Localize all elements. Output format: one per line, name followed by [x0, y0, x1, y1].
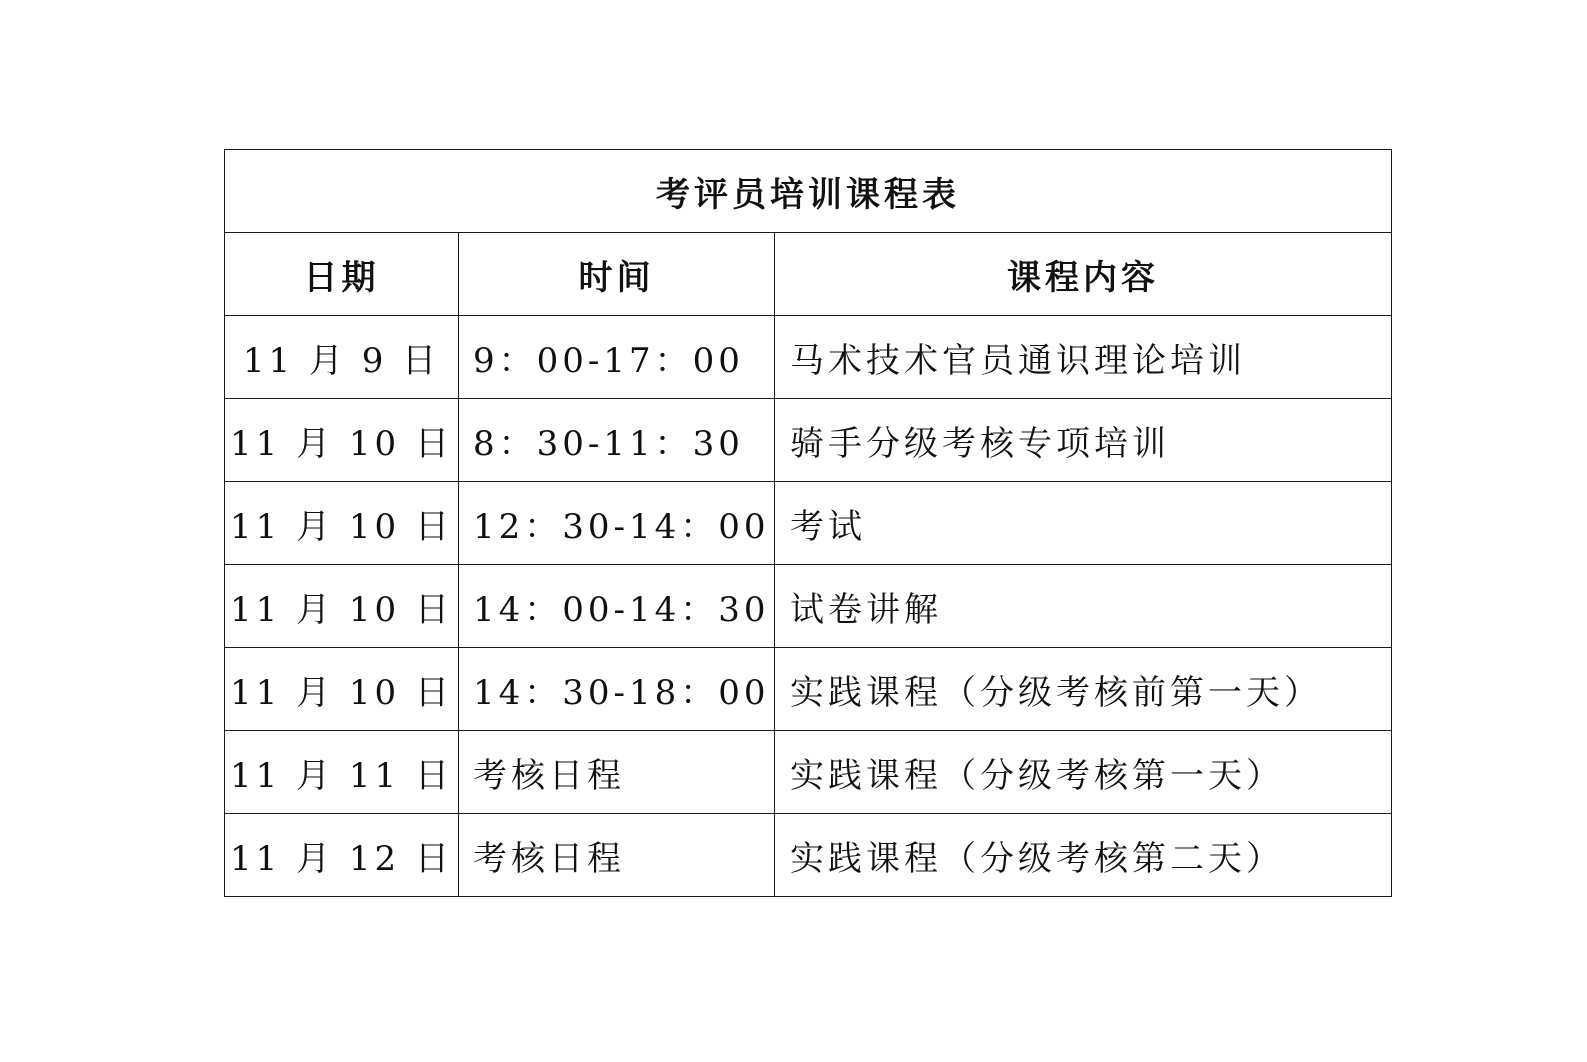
table-row — [225, 814, 1392, 897]
row-content: 实践课程（分级考核前第一天） — [775, 648, 1392, 731]
row-content: 实践课程（分级考核第二天） — [775, 814, 1392, 897]
table-row — [225, 565, 1392, 648]
row-content: 实践课程（分级考核第一天） — [775, 731, 1392, 814]
row-content: 骑手分级考核专项培训 — [775, 399, 1392, 482]
row-date: 11 月 10 日 — [225, 399, 459, 482]
row-time: 考核日程 — [459, 814, 775, 897]
row-date: 11 月 9 日 — [225, 316, 459, 399]
table-title: 考评员培训课程表 — [225, 150, 1392, 233]
training-schedule-table — [224, 149, 1392, 897]
row-date: 11 月 10 日 — [225, 482, 459, 565]
row-content: 考试 — [775, 482, 1392, 565]
header-time: 时间 — [459, 233, 775, 316]
table-row — [225, 399, 1392, 482]
row-time: 12：30-14：00 — [459, 482, 775, 565]
table-row — [225, 482, 1392, 565]
row-content: 马术技术官员通识理论培训 — [775, 316, 1392, 399]
title-row — [225, 150, 1392, 233]
row-time: 14：30-18：00 — [459, 648, 775, 731]
row-time: 14：00-14：30 — [459, 565, 775, 648]
row-date: 11 月 10 日 — [225, 565, 459, 648]
row-content: 试卷讲解 — [775, 565, 1392, 648]
row-date: 11 月 10 日 — [225, 648, 459, 731]
header-row — [225, 233, 1392, 316]
header-date: 日期 — [225, 233, 459, 316]
row-time: 8：30-11：30 — [459, 399, 775, 482]
row-time: 9：00-17：00 — [459, 316, 775, 399]
table-row — [225, 731, 1392, 814]
table-row — [225, 648, 1392, 731]
row-date: 11 月 11 日 — [225, 731, 459, 814]
table-row — [225, 316, 1392, 399]
row-time: 考核日程 — [459, 731, 775, 814]
header-content: 课程内容 — [775, 233, 1392, 316]
row-date: 11 月 12 日 — [225, 814, 459, 897]
